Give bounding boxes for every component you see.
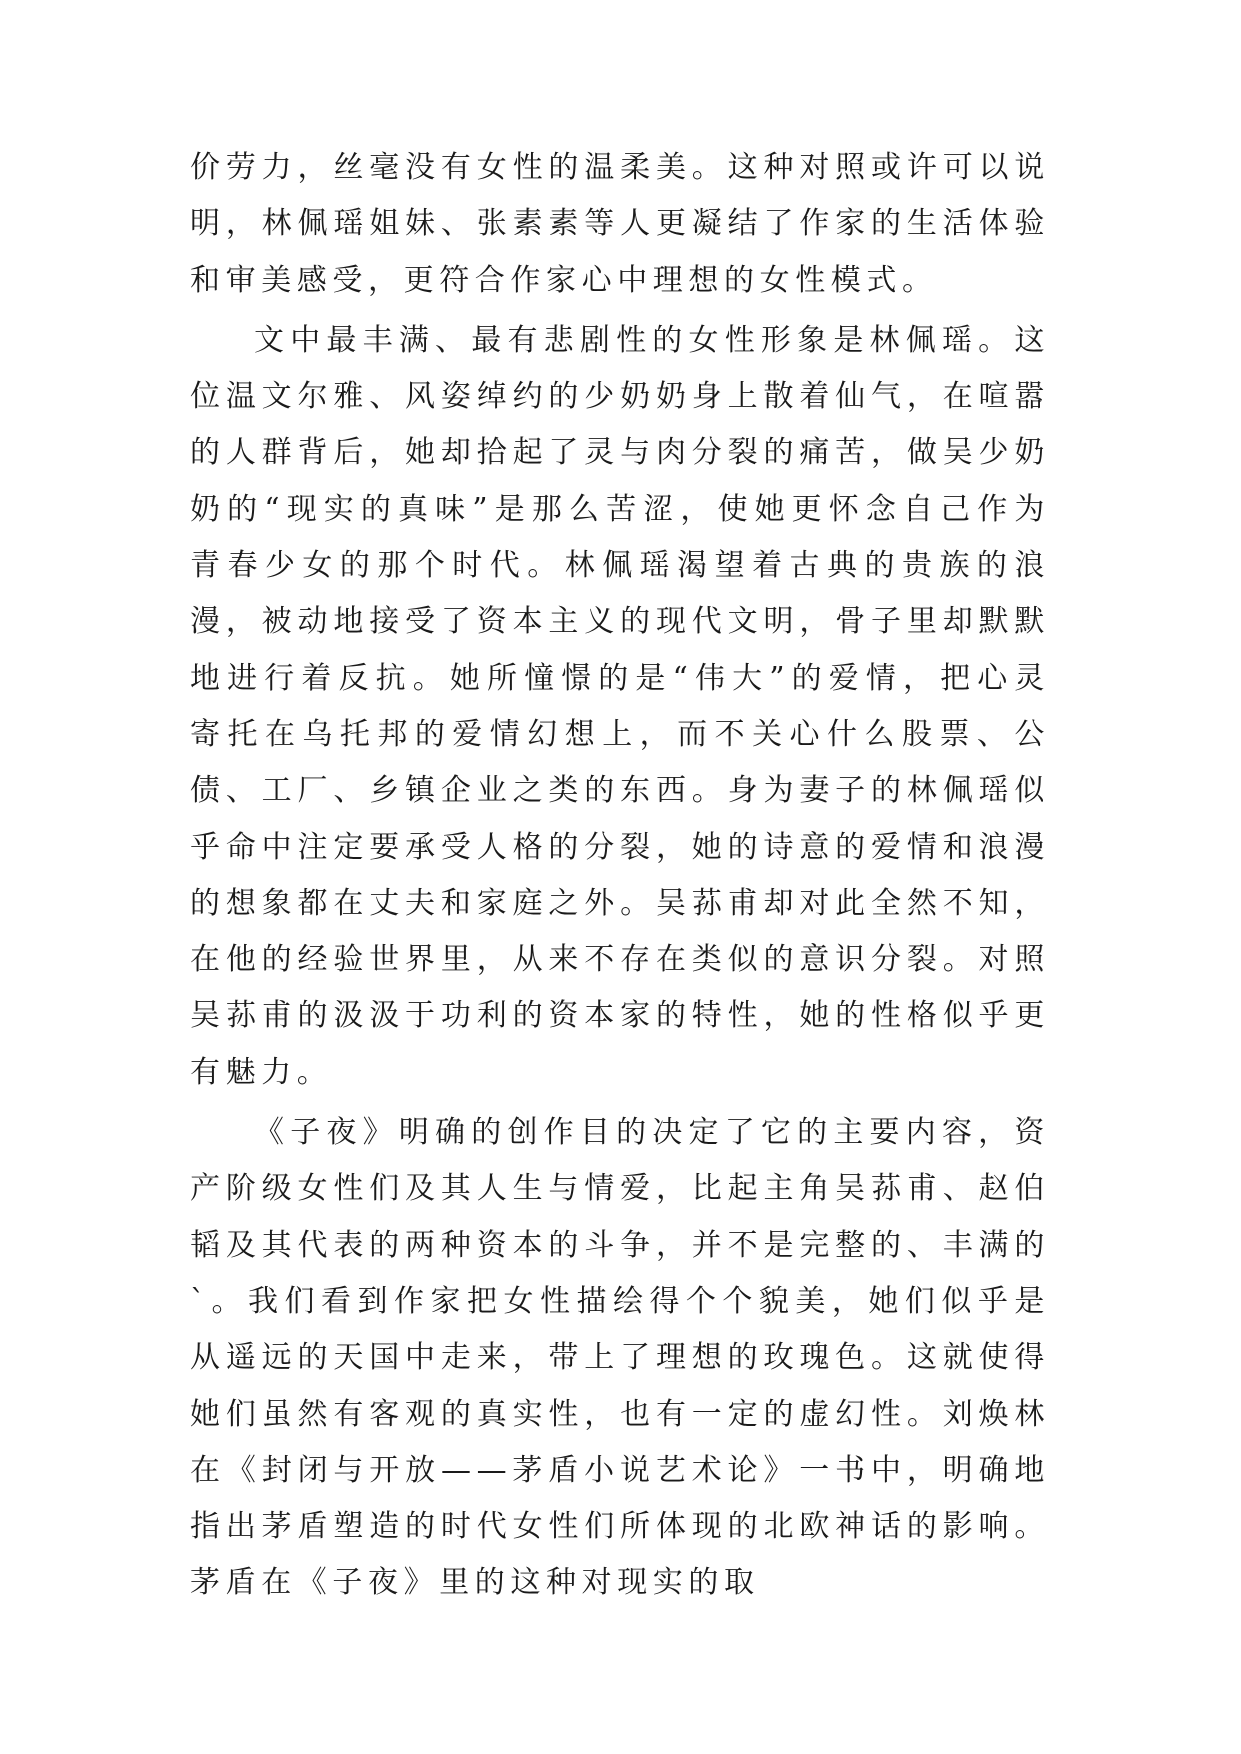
paragraph-1: 价劳力，丝毫没有女性的温柔美。这种对照或许可以说明，林佩瑶姐妹、张素素等人更凝结了作家的生活体验和审美感受，更符合作家心中理想的女性模式。	[190, 150, 1050, 298]
document-page	[190, 140, 1050, 1612]
paragraph-3: 《子夜》明确的创作目的决定了它的主要内容，资产阶级女性们及其人生与情爱，比起主角吴荪甫、赵伯韬及其代表的两种资本的斗争，并不是完整的、丰满的`。我们看到作家把女性描绘得个个貌美，她们似乎是从遥远的天国中走来，带上了理想的玫瑰色。这就使得她们虽然有客观的真实性，也有一定的虚幻性。刘焕林在《封闭与开放——茅盾小说艺术论》一书中，明确地指出茅盾塑造的时代女性们所体现的北欧神话的影响。茅盾在《子夜》里的这种对现实的取	[190, 1115, 1050, 1601]
paragraph-2: 文中最丰满、最有悲剧性的女性形象是林佩瑶。这位温文尔雅、风姿绰约的少奶奶身上散着仙气，在喧嚣的人群背后，她却拾起了灵与肉分裂的痛苦，做吴少奶奶的“现实的真味”是那么苦涩，使她更怀念自己作为青春少女的那个时代。林佩瑶渴望着古典的贵族的浪漫，被动地接受了资本主义的现代文明，骨子里却默默地进行着反抗。她所憧憬的是“伟大”的爱情，把心灵寄托在乌托邦的爱情幻想上，而不关心什么股票、公债、工厂、乡镇企业之类的东西。身为妻子的林佩瑶似乎命中注定要承受人格的分裂，她的诗意的爱情和浪漫的想象都在丈夫和家庭之外。吴荪甫却对此全然不知，在他的经验世界里，从来不存在类似的意识分裂。对照吴荪甫的汲汲于功利的资本家的特性，她的性格似乎更有魅力。	[190, 322, 1050, 1090]
